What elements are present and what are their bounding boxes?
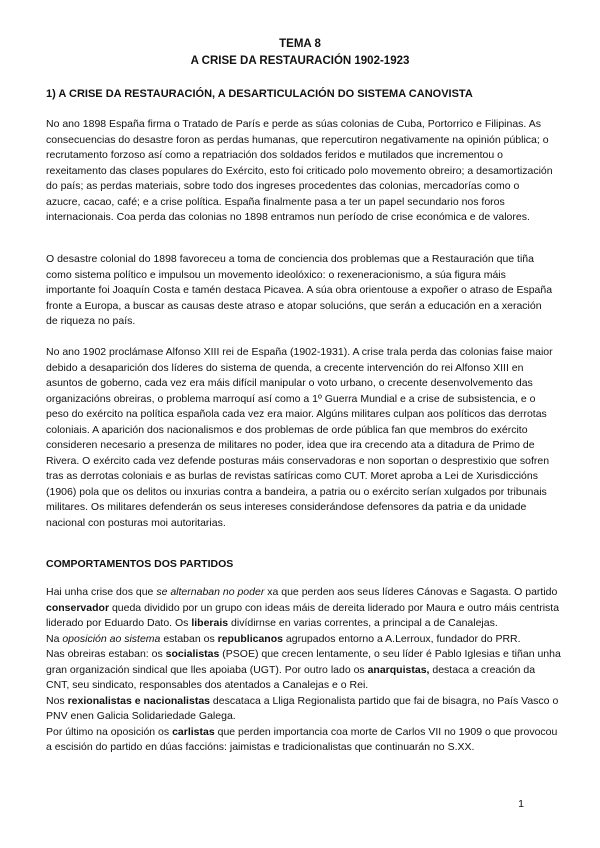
document-title-line2: A CRISE DA RESTAURACIÓN 1902-1923 [190,55,410,67]
text-run: Na [46,632,63,645]
text-run-bold: conservador [46,601,110,614]
section-heading-1: 1) A CRISE DA RESTAURACIÓN, A DESARTICULACIÓN DO SISTEMA CANOVISTA [46,88,473,100]
document-title-line1: TEMA 8 [279,38,321,50]
text-run: Por último na oposición os [46,725,173,738]
paragraph-3: No ano 1902 proclámase Alfonso XIII rei de España (1902-1931). A crise trala perda das colonias faise maior debido a desaparición dos líderes do sistema de quenda, a crecente intervención do rei Alfonso XIII en asuntos de goberno, cada vez era máis difícil manipular o voto urbano, o crecente desenvolvemento das organizacións obreiras, o problema marroquí así como a 1º Guerra Mundial e a crise de subsistencia, e o peso do exército na política española cada vez era maior. Algúns militares culpan aos políticos das derrotas coloniais. A aparición dos nacionalismos e dos problemas de orde pública fan que membros do exército consideren necesario a presenza de militares no poder, idea que ira crecendo ata a ditadura de Primo de Rivera. O exército cada vez defende posturas máis conservadoras e non soportan o desprestixio que sofren tras as derrotas coloniais e as burlas de revistas satíricas como CUT. Moret aproba a Lei de Xurisdiccións (1906) pola que os delitos ou inxurias contra a bandeira, a patria ou o exército serían xulgados por tribunais militares. Os militares defenderán os seus intereses considerándose defensores da patria e da unidade nacional con posturas moi autoritarias. [46,346,553,529]
text-run: Hai unha crise dos que [46,586,157,598]
text-run: Nas obreiras estaban: os [46,648,166,660]
parties-paragraph-3 [46,647,561,694]
text-run: que perden importancia coa morte de Carlos VII no 1909 o que provocou a escisión do partido en dúas faccións: jaimistas e tradicionalistas que continuarán no S.XX. [46,725,558,753]
parties-paragraph-5 [46,725,561,756]
text-run-bold: carlistas [172,725,215,738]
text-run: xa que perden aos seus líderes Cánovas e Sagasta. O partido [264,586,558,598]
text-run-italic: oposición ao sistema [62,632,161,645]
parties-paragraph-2 [46,632,561,648]
text-run: descataca a Lliga Regionalista partido que fai de bisagra, no País Vasco o PNV enen Galicia Solidariedade Galega. [46,694,559,722]
paragraph-2: O desastre colonial do 1898 favoreceu a toma de conciencia dos problemas que a Restauración que tiña como sistema político e impulsou un movemento ideolóxico: o rexeneracionismo, a súa figura máis importante foi Joaquín Costa e tamén destaca Picavea. A súa obra orientouse a expoñer o atraso de España fronte a Europa, a buscar as causas deste atraso e atopar solucións, que serán a educación en a xeración de riqueza no país. [46,253,553,327]
text-run-italic: se alternaban no poder [156,586,265,598]
text-run-bold: republicanos [217,632,283,645]
text-run: destaca a creación da CNT, seu sindicato, responsables dos atentados a Canalejas e o Rei. [46,663,536,691]
text-run: divídirnse en varias correntes, a principal a de Canalejas. [228,617,498,629]
paragraph-1: No ano 1898 España firma o Tratado de París e perde as súas colonias de Cuba, Portorrico e Filipinas. As consecuencias do desastre foron as perdas humanas, que repercutiron negativamente na opinión pública; o recrutamento forzoso así como a repatriación dos soldados feridos e mutilados que incrementou o rexeitamento das clases populares do Exército, esto foi criticado polo movemento obreiro; a desamortización do país; as perdas materiais, sobre todo dos ingreses procedentes das colonias, mercadorías como o azucre, cacao, café; e a crise política. España finalmente pasa a ter un papel secundario nos foros internacionais. Coa perda das colonias no 1898 entramos nun período de crise económica e de valores. [46,118,553,223]
parties-section [46,585,561,756]
text-run-bold: rexionalistas e nacionalistas [67,694,210,707]
text-run: agrupados entorno a A.Lerroux, fundador do PRR. [282,632,521,645]
text-run: estaban os [160,632,218,645]
page-number: 1 [518,798,524,810]
text-run-bold: anarquistas, [367,663,430,676]
text-run: Nos [46,694,68,707]
text-run-bold: liberais [191,617,229,629]
text-run: (PSOE) que crecen lentamente, o seu líder é Pablo Iglesias e tiñan unha gran organización sindical que lles apoiaba (UGT). Por outro lado os [46,648,561,676]
text-run-bold: socialistas [165,648,220,660]
section-heading-2: COMPORTAMENTOS DOS PARTIDOS [46,558,234,570]
parties-paragraph-4 [46,694,561,725]
text-run: queda dividido por un grupo con ideas máis de dereita liderado por Maura e outro máis centrista liderado por Eduardo Dato. Os [46,601,560,629]
parties-paragraph-1 [46,585,561,632]
